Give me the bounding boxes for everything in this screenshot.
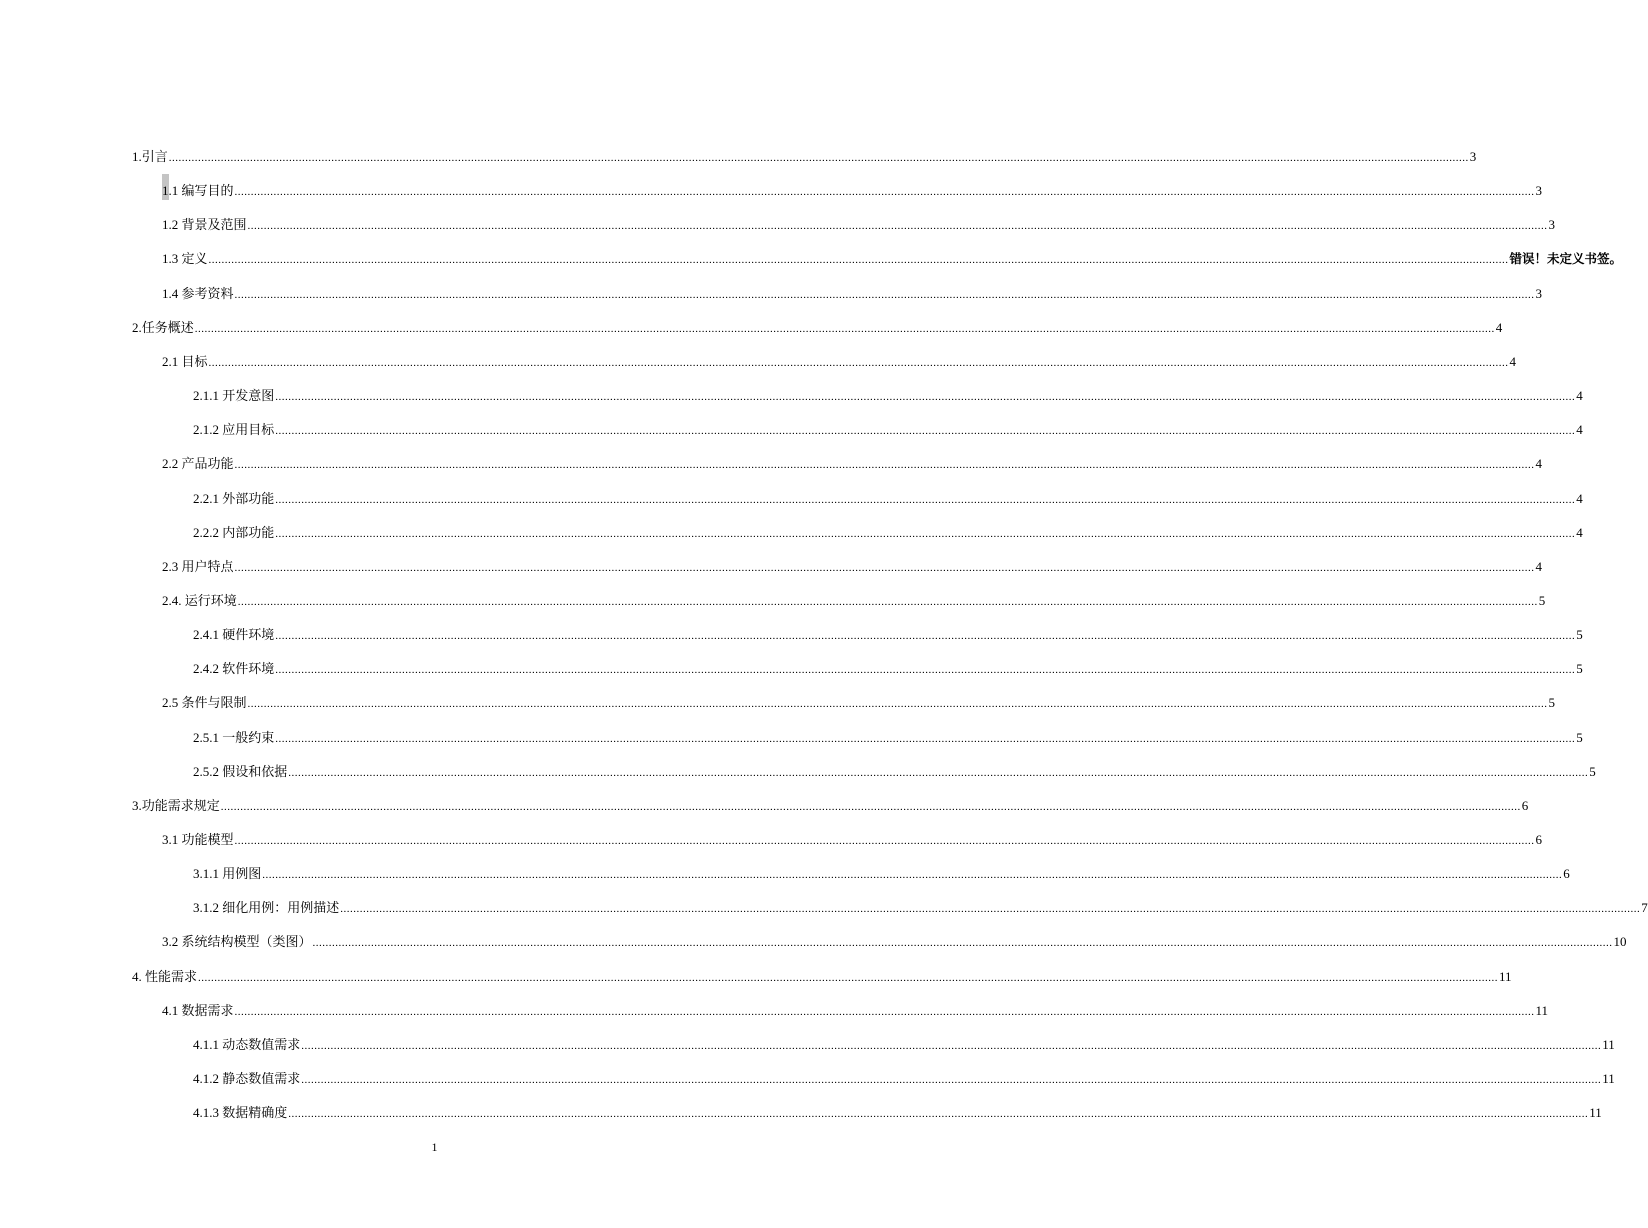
toc-entry-page-number: 11: [1499, 968, 1512, 984]
toc-dot-leader: ................................................................................................................................................................................................................................................................................................................................................................................................................: [262, 869, 1563, 882]
toc-dot-leader: ................................................................................................................................................................................................................................................................................................................................................................................................................: [234, 835, 1535, 847]
toc-entry-title: 2.1.2 应用目标: [193, 422, 275, 438]
toc-entry-title: 4. 性能需求: [132, 968, 198, 984]
toc-entry[interactable]: [193, 384, 1583, 404]
toc-entry-title: 4.1.2 静态数值需求: [193, 1071, 301, 1087]
toc-dot-leader: ................................................................................................................................................................................................................................................................................................................................................................................................................: [301, 1039, 1602, 1052]
toc-entry-title: 1.引言: [132, 149, 168, 164]
toc-entry-page-number: 5: [1576, 661, 1583, 677]
toc-entry-page-number: 5: [1576, 729, 1583, 745]
toc-entry[interactable]: [193, 726, 1583, 746]
toc-entry-page-number: 11: [1602, 1036, 1615, 1052]
toc-entry-title: 2.5.2 假设和依据: [193, 763, 288, 779]
toc-entry-page-number: 4: [1495, 319, 1503, 335]
toc-dot-leader: ................................................................................................................................................................................................................................................................................................................................................................................................................: [247, 698, 1548, 711]
toc-dot-leader: ................................................................................................................................................................................................................................................................................................................................................................................................................: [275, 732, 1576, 745]
toc-entry[interactable]: [162, 179, 1543, 199]
toc-entry-page-number: 5: [1548, 695, 1556, 711]
toc-entry[interactable]: [193, 1101, 1602, 1121]
toc-entry-page-number: 4: [1576, 388, 1583, 404]
toc-entry-title: 3.功能需求规定: [132, 797, 220, 813]
toc-dot-leader: ................................................................................................................................................................................................................................................................................................................................................................................................................: [234, 1005, 1535, 1018]
toc-entry-title: 3.1.2 细化用例：用例描述: [193, 900, 340, 916]
toc-entry-title: 1.3 定义: [162, 251, 208, 267]
toc-entry-title: 3.2 系统结构模型（类图）: [162, 934, 312, 950]
toc-entry-page-number: 11: [1535, 1002, 1549, 1018]
toc-entry-page-number: 7: [1641, 900, 1648, 916]
toc-entry-title: 2.2.1 外部功能: [193, 490, 275, 506]
toc-entry-page-number: 3: [1535, 183, 1543, 199]
toc-dot-leader: ................................................................................................................................................................................................................................................................................................................................................................................................................: [275, 391, 1576, 404]
toc-entry-title: 2.2.2 内部功能: [193, 524, 275, 540]
toc-entry[interactable]: [162, 589, 1546, 609]
toc-entry[interactable]: [162, 999, 1549, 1019]
toc-dot-leader: ................................................................................................................................................................................................................................................................................................................................................................................................................: [234, 288, 1535, 301]
toc-entry-page-number: 3: [1535, 285, 1543, 301]
toc-entry-title: 2.4. 运行环境: [162, 592, 237, 608]
toc-dot-leader: ................................................................................................................................................................................................................................................................................................................................................................................................................: [237, 595, 1538, 608]
toc-entry-title: 1.4 参考资料: [162, 285, 234, 301]
toc-entry[interactable]: [162, 828, 1543, 848]
toc-entry-page-number: 4: [1535, 456, 1543, 472]
toc-entry-page-number: 11: [1589, 1105, 1602, 1121]
toc-entry[interactable]: [162, 213, 1556, 233]
page-number: 1: [431, 1140, 438, 1154]
toc-entry-title: 4.1.1 动态数值需求: [193, 1036, 301, 1052]
toc-dot-leader: ................................................................................................................................................................................................................................................................................................................................................................................................................: [194, 322, 1495, 335]
toc-entry-title: 3.1 功能模型: [162, 832, 234, 847]
toc-entry[interactable]: [193, 862, 1570, 882]
toc-dot-leader: ................................................................................................................................................................................................................................................................................................................................................................................................................: [340, 903, 1641, 916]
toc-dot-leader: ................................................................................................................................................................................................................................................................................................................................................................................................................: [234, 561, 1535, 574]
toc-entry-page-number: 6: [1563, 866, 1570, 882]
toc-entry-title: 1.1 编写目的: [162, 183, 234, 199]
toc-entry-title: 4.1.3 数据精确度: [193, 1105, 288, 1121]
toc-dot-leader: ................................................................................................................................................................................................................................................................................................................................................................................................................: [234, 459, 1535, 472]
toc-entry[interactable]: [193, 760, 1596, 780]
toc-entry[interactable]: [162, 930, 1627, 950]
toc-entry-page-number: 4: [1535, 558, 1543, 574]
toc-entry[interactable]: [132, 145, 1477, 165]
toc-entry[interactable]: [162, 282, 1543, 302]
toc-dot-leader: ................................................................................................................................................................................................................................................................................................................................................................................................................: [247, 220, 1548, 233]
toc-dot-leader: ................................................................................................................................................................................................................................................................................................................................................................................................................: [275, 630, 1576, 643]
toc-entry-page-number: 3: [1469, 149, 1477, 164]
toc-entry[interactable]: [193, 896, 1648, 916]
toc-entry-page-number: 10: [1613, 934, 1627, 950]
toc-dot-leader: ................................................................................................................................................................................................................................................................................................................................................................................................................: [208, 356, 1509, 369]
toc-entry[interactable]: [162, 247, 1623, 267]
toc-entry[interactable]: [132, 794, 1529, 814]
toc-dot-leader: ................................................................................................................................................................................................................................................................................................................................................................................................................: [168, 152, 1469, 164]
toc-entry-title: 2.5.1 一般约束: [193, 729, 275, 745]
toc-dot-leader: ................................................................................................................................................................................................................................................................................................................................................................................................................: [198, 971, 1499, 984]
toc-dot-leader: ................................................................................................................................................................................................................................................................................................................................................................................................................: [288, 766, 1589, 779]
toc-entry-page-number: 6: [1535, 832, 1543, 847]
toc-dot-leader: ................................................................................................................................................................................................................................................................................................................................................................................................................: [288, 1108, 1589, 1121]
toc-entry-page-number: 5: [1538, 592, 1546, 608]
toc-entry-page-number: 4: [1509, 353, 1517, 369]
toc-entry[interactable]: [193, 521, 1583, 541]
toc-entry-page-number: 4: [1576, 490, 1583, 506]
toc-entry-title: 2.1.1 开发意图: [193, 388, 275, 404]
toc-entry[interactable]: [193, 487, 1583, 507]
toc-dot-leader: ................................................................................................................................................................................................................................................................................................................................................................................................................: [275, 493, 1576, 506]
toc-entry[interactable]: [132, 316, 1503, 336]
toc-dot-leader: ................................................................................................................................................................................................................................................................................................................................................................................................................: [208, 254, 1509, 267]
toc-entry-title: 3.1.1 用例图: [193, 866, 262, 882]
toc-entry[interactable]: [193, 657, 1583, 677]
toc-dot-leader: ................................................................................................................................................................................................................................................................................................................................................................................................................: [234, 186, 1535, 199]
toc-entry-title: 2.4.2 软件环境: [193, 661, 275, 677]
toc-entry-error-message: 错误！未定义书签。: [1509, 251, 1623, 267]
toc-entry-title: 2.1 目标: [162, 353, 208, 369]
toc-entry[interactable]: [193, 1033, 1615, 1053]
toc-entry[interactable]: [162, 350, 1517, 370]
toc-entry-title: 2.任务概述: [132, 319, 194, 335]
toc-entry[interactable]: [193, 1067, 1615, 1087]
toc-entry-page-number: 6: [1521, 797, 1529, 813]
toc-entry-page-number: 5: [1589, 763, 1596, 779]
toc-entry[interactable]: [193, 418, 1583, 438]
toc-entry-page-number: 5: [1576, 627, 1583, 643]
toc-entry-title: 2.5 条件与限制: [162, 695, 247, 711]
toc-entry[interactable]: [132, 965, 1512, 985]
toc-entry-page-number: 4: [1576, 422, 1583, 438]
toc-entry[interactable]: [162, 691, 1556, 711]
toc-dot-leader: ................................................................................................................................................................................................................................................................................................................................................................................................................: [275, 527, 1576, 540]
toc-dot-leader: ................................................................................................................................................................................................................................................................................................................................................................................................................: [301, 1074, 1602, 1087]
toc-entry-title: 1.2 背景及范围: [162, 217, 247, 233]
toc-entry-page-number: 4: [1576, 524, 1583, 540]
toc-dot-leader: ................................................................................................................................................................................................................................................................................................................................................................................................................: [275, 425, 1576, 438]
toc-entry[interactable]: [193, 623, 1583, 643]
toc-dot-leader: ................................................................................................................................................................................................................................................................................................................................................................................................................: [312, 937, 1613, 950]
toc-entry-title: 2.2 产品功能: [162, 456, 234, 472]
toc-entry-page-number: 3: [1548, 217, 1556, 233]
toc-dot-leader: ................................................................................................................................................................................................................................................................................................................................................................................................................: [275, 664, 1576, 677]
toc-dot-leader: ................................................................................................................................................................................................................................................................................................................................................................................................................: [220, 800, 1521, 813]
toc-entry-title: 4.1 数据需求: [162, 1002, 234, 1018]
toc-entry[interactable]: [162, 555, 1543, 575]
toc-entry[interactable]: [162, 452, 1543, 472]
toc-entry-title: 2.3 用户特点: [162, 558, 234, 574]
toc-entry-page-number: 11: [1602, 1071, 1615, 1087]
toc-entry-title: 2.4.1 硬件环境: [193, 627, 275, 643]
